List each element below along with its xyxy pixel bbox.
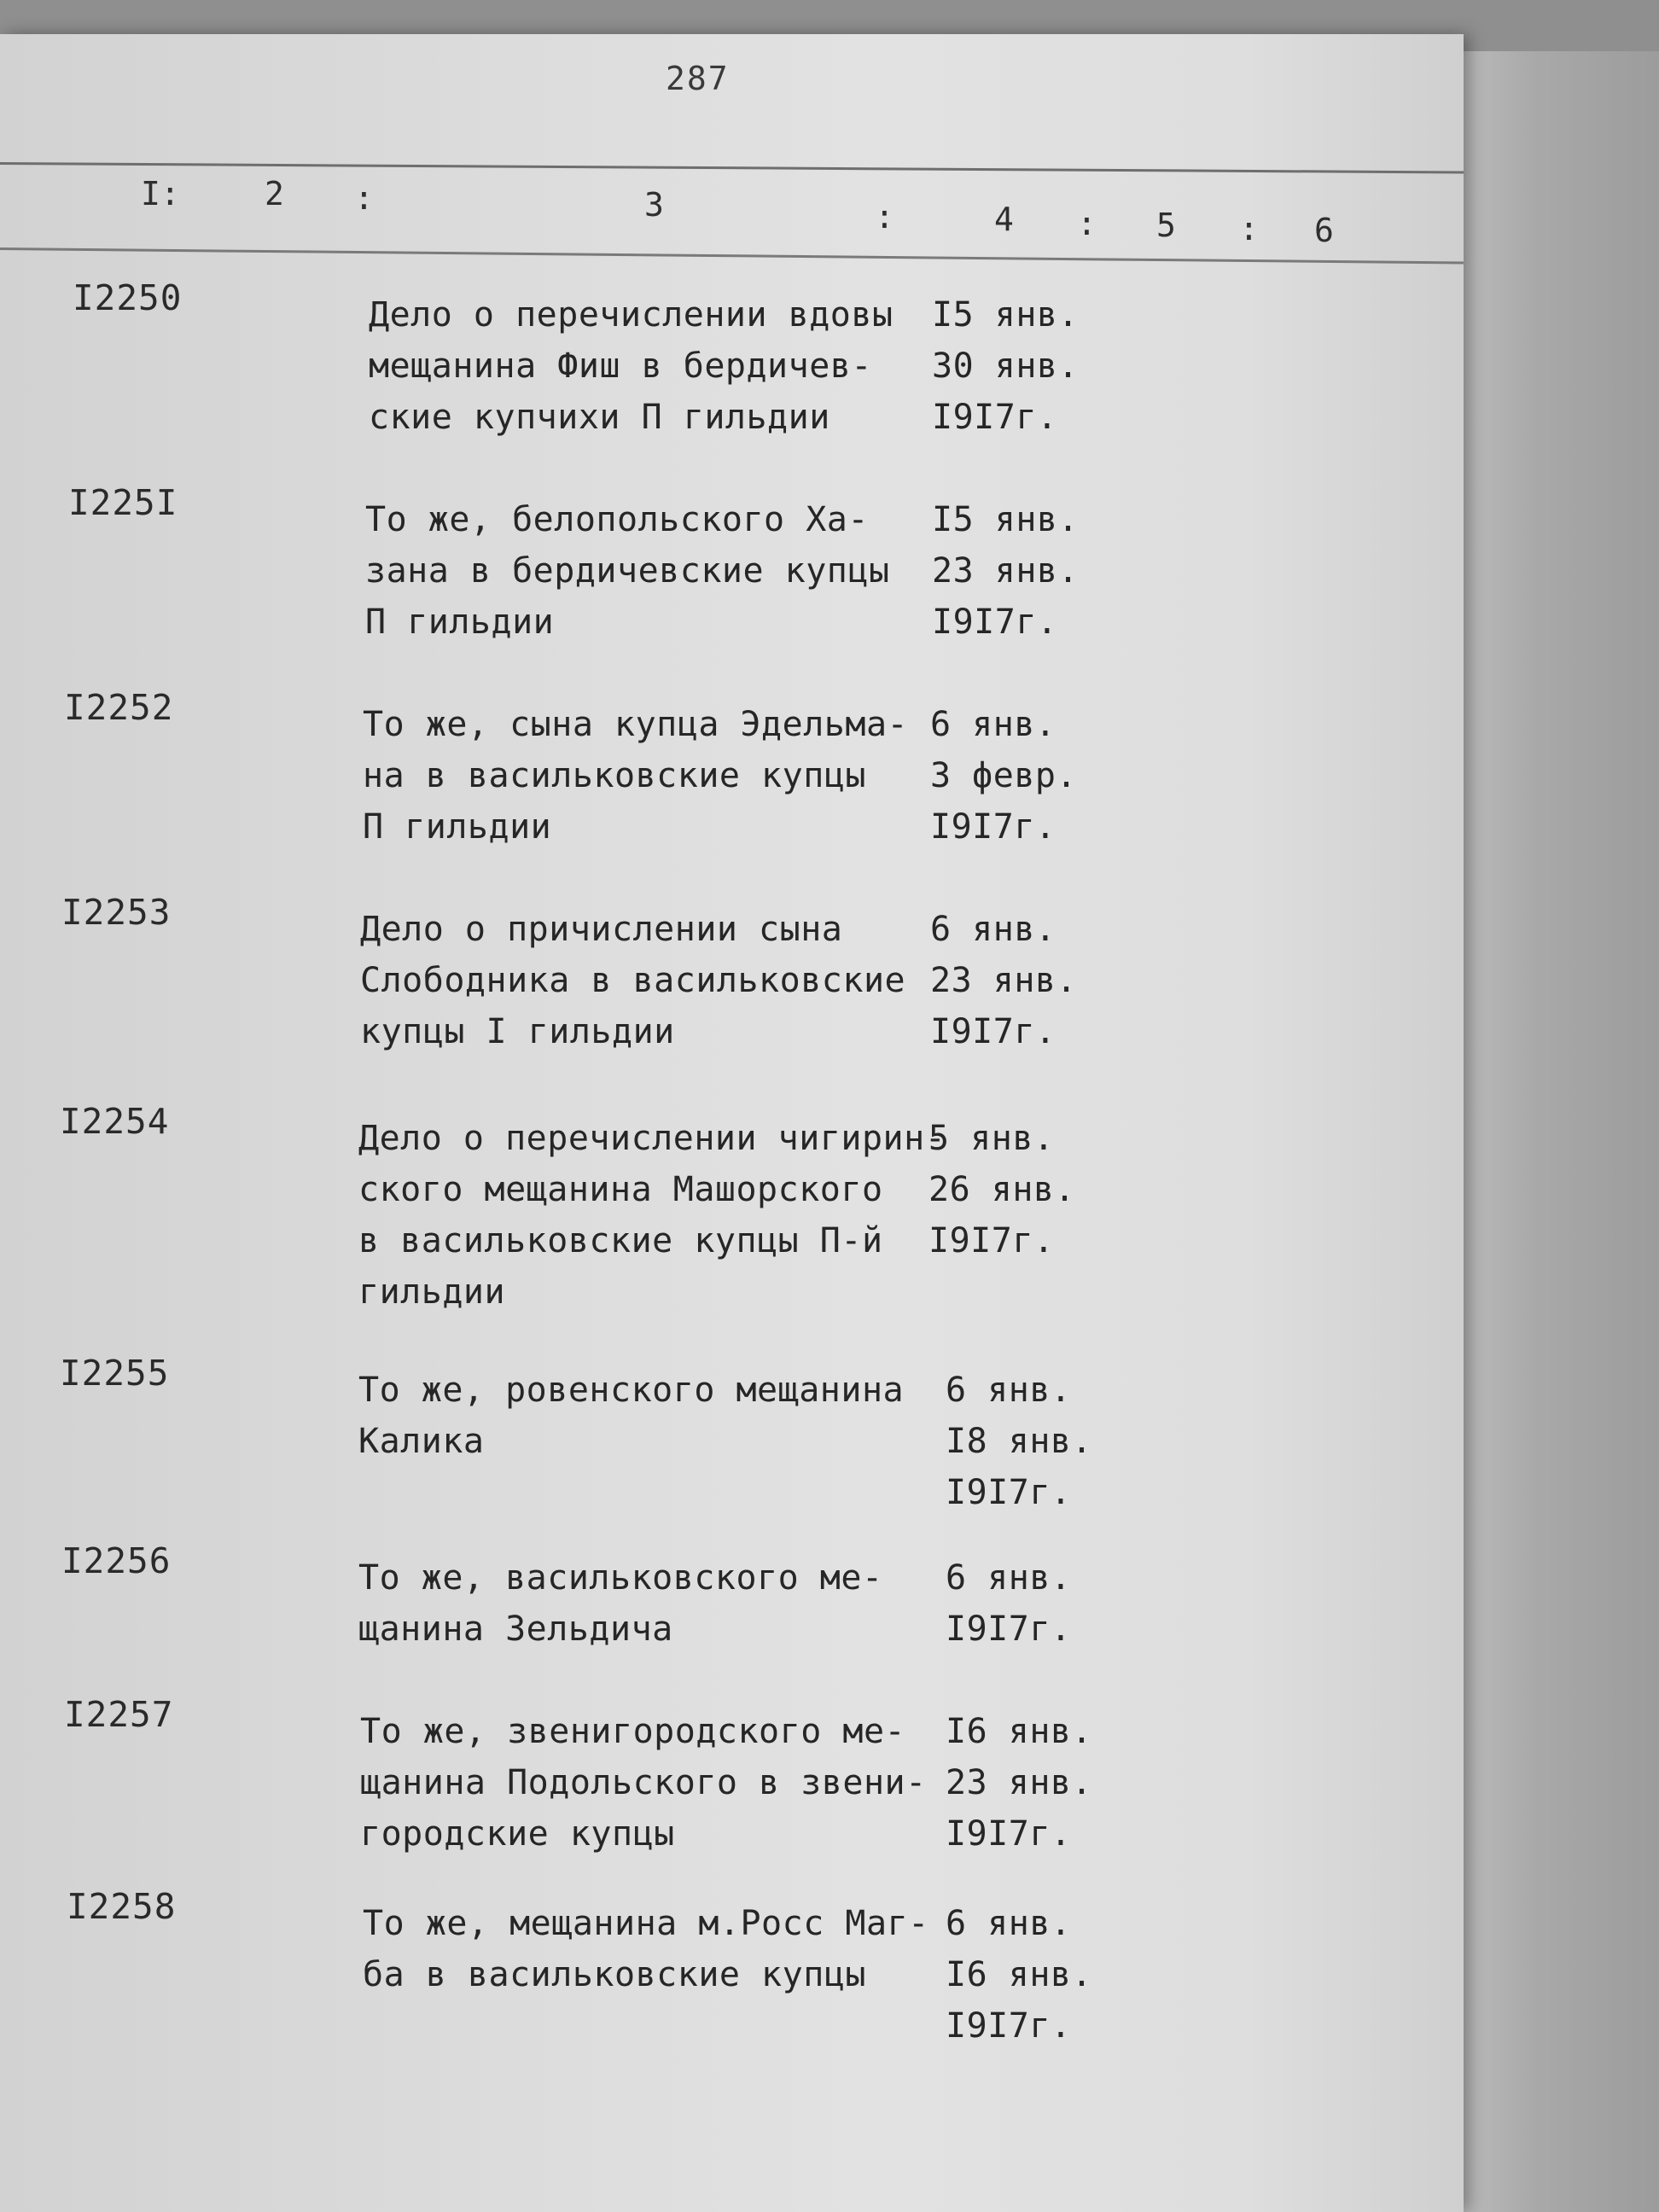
entry-dates bbox=[946, 1365, 1092, 1518]
date-line: 3 февр. bbox=[930, 756, 1078, 795]
description-line: купцы I гильдии bbox=[360, 1012, 675, 1051]
entry-dates bbox=[946, 1552, 1072, 1655]
description-line: Дело о перечислении вдовы bbox=[369, 295, 894, 335]
column-header-5: 5 bbox=[1156, 207, 1176, 244]
date-line: I5 янв. bbox=[932, 295, 1080, 335]
entry-description bbox=[360, 1706, 927, 1860]
description-line: Слободника в васильковские bbox=[360, 961, 906, 1000]
description-line: То же, васильковского ме- bbox=[358, 1558, 883, 1598]
column-separator: : bbox=[1239, 210, 1259, 247]
entry-dates bbox=[930, 699, 1077, 853]
date-line: I9I7г. bbox=[930, 807, 1057, 847]
description-line: То же, сына купца Эдельма- bbox=[363, 705, 909, 744]
description-line: То же, звенигородского ме- bbox=[360, 1712, 906, 1751]
entry-description bbox=[358, 1552, 883, 1655]
column-header-6: 6 bbox=[1314, 212, 1334, 249]
date-line: I8 янв. bbox=[946, 1422, 1093, 1461]
column-header-1: I: bbox=[141, 175, 180, 212]
description-line: городские купцы bbox=[360, 1814, 675, 1854]
entry-description bbox=[369, 289, 894, 443]
description-line: зана в бердичевские купцы bbox=[365, 551, 890, 591]
description-line: То же, мещанина м.Росс Маг- bbox=[363, 1904, 929, 1943]
entry-number: I2256 bbox=[61, 1540, 172, 1581]
entry-dates bbox=[930, 904, 1077, 1057]
description-line: гильдии bbox=[358, 1272, 506, 1312]
column-header-4: 4 bbox=[994, 201, 1014, 238]
underlying-page bbox=[1451, 51, 1659, 2212]
entry-number: I2252 bbox=[64, 687, 174, 728]
date-line: I9I7г. bbox=[946, 2006, 1072, 2046]
description-line: щанина Зельдича bbox=[358, 1610, 673, 1649]
date-line: 6 янв. bbox=[946, 1904, 1072, 1943]
entry-dates bbox=[932, 494, 1079, 648]
date-line: I9I7г. bbox=[946, 1610, 1072, 1649]
entry-dates bbox=[928, 1113, 1075, 1266]
entry-dates bbox=[946, 1706, 1092, 1860]
entry-description bbox=[358, 1365, 904, 1467]
date-line: I9I7г. bbox=[946, 1473, 1072, 1512]
description-line: на в васильковские купцы bbox=[363, 756, 866, 795]
entry-number: I2254 bbox=[60, 1101, 170, 1142]
date-line: 6 янв. bbox=[930, 910, 1057, 949]
date-line: 26 янв. bbox=[928, 1170, 1076, 1209]
entry-description bbox=[360, 904, 905, 1057]
entry-number: I225I bbox=[68, 482, 178, 523]
description-line: То же, белопольского Ха- bbox=[365, 500, 869, 539]
entry-number: I2255 bbox=[60, 1353, 170, 1394]
date-line: I6 янв. bbox=[946, 1712, 1093, 1751]
date-line: 30 янв. bbox=[932, 346, 1080, 386]
description-line: П гильдии bbox=[365, 602, 555, 642]
date-line: 6 янв. bbox=[946, 1371, 1072, 1410]
entry-description bbox=[363, 1898, 929, 2000]
description-line: П гильдии bbox=[363, 807, 552, 847]
description-line: То же, ровенского мещанина bbox=[358, 1371, 905, 1410]
entry-description bbox=[365, 494, 890, 648]
column-separator: : bbox=[1077, 205, 1097, 242]
column-header-3: 3 bbox=[644, 186, 664, 224]
description-line: щанина Подольского в звени- bbox=[360, 1763, 927, 1802]
description-line: Калика bbox=[358, 1422, 485, 1461]
description-line: мещанина Фиш в бердичев- bbox=[369, 346, 872, 386]
entry-number: I2258 bbox=[67, 1886, 177, 1927]
date-line: 23 янв. bbox=[930, 961, 1078, 1000]
date-line: I6 янв. bbox=[946, 1955, 1093, 1994]
date-line: I9I7г. bbox=[930, 1012, 1057, 1051]
date-line: 23 янв. bbox=[946, 1763, 1093, 1802]
entry-description bbox=[363, 699, 908, 853]
entry-number: I2250 bbox=[73, 277, 183, 318]
date-line: 23 янв. bbox=[932, 551, 1080, 591]
description-line: Дело о перечислении чигирин- bbox=[358, 1119, 946, 1158]
date-line: I9I7г. bbox=[932, 602, 1058, 642]
date-line: 6 янв. bbox=[946, 1558, 1072, 1598]
column-separator: : bbox=[875, 198, 894, 236]
column-header-2: 2 bbox=[265, 175, 284, 212]
entry-number: I2253 bbox=[61, 892, 172, 933]
description-line: ского мещанина Машорского bbox=[358, 1170, 883, 1209]
date-line: I5 янв. bbox=[932, 500, 1080, 539]
description-line: в васильковские купцы П-й bbox=[358, 1221, 883, 1260]
entry-number: I2257 bbox=[64, 1694, 174, 1735]
entry-dates bbox=[932, 289, 1079, 443]
description-line: Дело о причислении сына bbox=[360, 910, 843, 949]
date-line: I9I7г. bbox=[932, 398, 1058, 437]
column-separator: : bbox=[354, 179, 374, 217]
date-line: I9I7г. bbox=[946, 1814, 1072, 1854]
entry-dates bbox=[946, 1898, 1092, 2052]
entry-description bbox=[358, 1113, 946, 1318]
date-line: I9I7г. bbox=[928, 1221, 1055, 1260]
page-number: 287 bbox=[666, 60, 730, 97]
description-line: ба в васильковские купцы bbox=[363, 1955, 866, 1994]
date-line: 5 янв. bbox=[928, 1119, 1055, 1158]
description-line: ские купчихи П гильдии bbox=[369, 398, 830, 437]
date-line: 6 янв. bbox=[930, 705, 1057, 744]
